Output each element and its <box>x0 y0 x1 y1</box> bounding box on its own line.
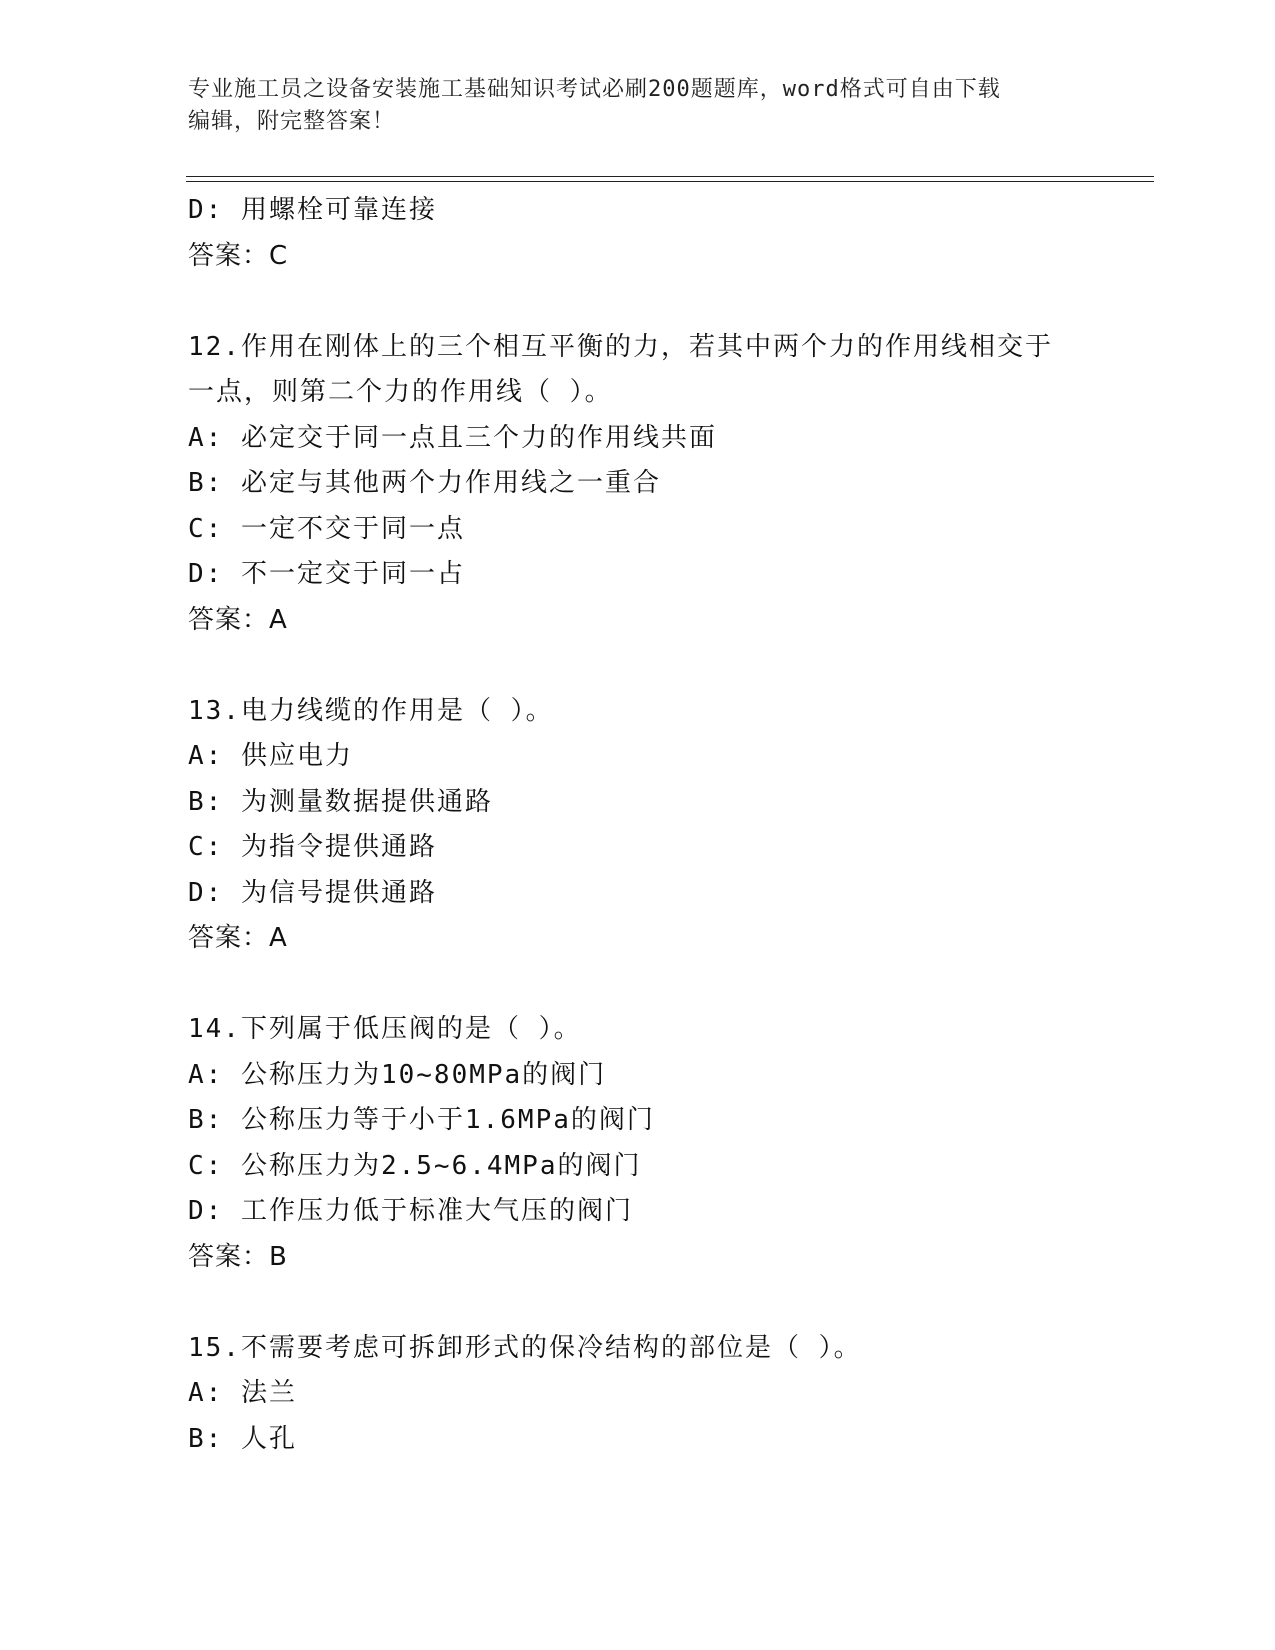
option-a: A: 必定交于同一点且三个力的作用线共面 <box>188 422 717 453</box>
spacer <box>188 962 1088 1008</box>
option-d: D: 用螺栓可靠连接 <box>188 195 437 225</box>
option-c: C: 为指令提供通路 <box>188 832 437 862</box>
document-header <box>188 74 1088 138</box>
option-b: B: 为测量数据提供通路 <box>188 786 493 817</box>
spacer <box>188 643 1088 689</box>
header-divider-top <box>186 176 1154 177</box>
question-13 <box>188 689 1088 962</box>
question-stem: 15.不需要考虑可拆卸形式的保冷结构的部位是（ ）。 <box>188 1332 862 1363</box>
header-divider-bottom <box>186 181 1154 182</box>
question-stem: 13.电力线缆的作用是（ ）。 <box>188 695 554 726</box>
option-c: C: 公称压力为2.5~6.4MPa的阀门 <box>188 1150 642 1181</box>
option-d: D: 工作压力低于标准大气压的阀门 <box>188 1196 633 1226</box>
question-15 <box>188 1326 1088 1463</box>
option-a: A: 公称压力为10~80MPa的阀门 <box>188 1059 607 1090</box>
option-a: A: 法兰 <box>188 1378 297 1408</box>
header-title-line-1: 专业施工员之设备安装施工基础知识考试必刷200题题库，word格式可自由下载 <box>188 77 1001 102</box>
option-d: D: 不一定交于同一占 <box>188 559 465 589</box>
spacer <box>188 1280 1088 1326</box>
answer-line: 答案：C <box>188 240 289 271</box>
question-stem-continued: 一点，则第二个力的作用线（ ）。 <box>188 377 613 407</box>
question-stem: 14.下列属于低压阀的是（ ）。 <box>188 1014 582 1044</box>
question-list <box>188 188 1088 1462</box>
option-c: C: 一定不交于同一点 <box>188 513 465 544</box>
option-a: A: 供应电力 <box>188 741 353 771</box>
answer-line: 答案：A <box>188 923 288 953</box>
option-b: B: 人孔 <box>188 1423 297 1454</box>
option-b: B: 必定与其他两个力作用线之一重合 <box>188 468 661 498</box>
answer-line: 答案：A <box>188 604 288 635</box>
option-d: D: 为信号提供通路 <box>188 877 437 908</box>
header-title-line-2: 编辑，附完整答案！ <box>188 109 396 134</box>
question-stem: 12.作用在刚体上的三个相互平衡的力，若其中两个力的作用线相交于 <box>188 331 1053 362</box>
question-14 <box>188 1007 1088 1280</box>
question-12 <box>188 325 1088 644</box>
option-b: B: 公称压力等于小于1.6MPa的阀门 <box>188 1105 655 1135</box>
question-11-fragment <box>188 188 1088 279</box>
answer-line: 答案：B <box>188 1241 288 1272</box>
spacer <box>188 279 1088 325</box>
